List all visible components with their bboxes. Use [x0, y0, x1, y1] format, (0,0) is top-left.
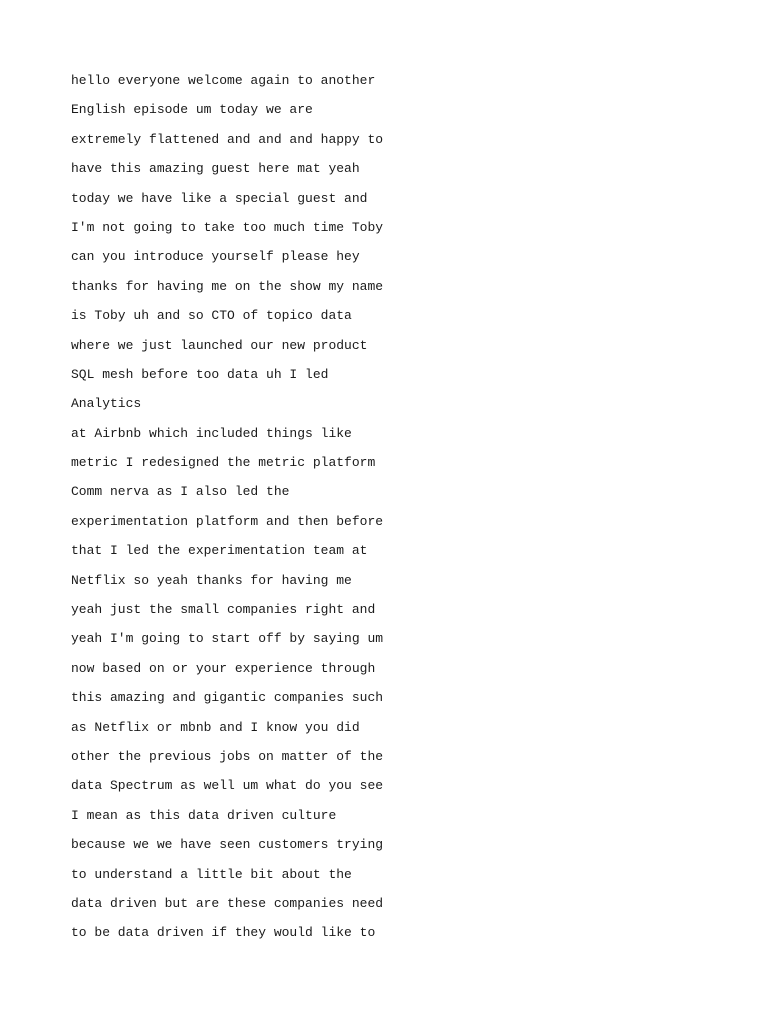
transcript-line: because we we have seen customers trying: [71, 837, 384, 853]
transcript-line: Netflix so yeah thanks for having me: [71, 572, 352, 588]
transcript-line: extremely flattened and and and happy to: [71, 131, 384, 147]
transcript-line: Comm nerva as I also led the: [71, 484, 290, 500]
transcript-line: English episode um today we are: [71, 102, 313, 118]
transcript-text: [71, 66, 711, 948]
transcript-line: at Airbnb which included things like: [71, 425, 352, 441]
transcript-line: have this amazing guest here mat yeah: [71, 161, 360, 177]
transcript-line: metric I redesigned the metric platform: [71, 455, 376, 471]
transcript-line: today we have like a special guest and: [71, 190, 368, 206]
transcript-line: yeah I'm going to start off by saying um: [71, 631, 384, 647]
transcript-line: that I led the experimentation team at: [71, 543, 368, 559]
transcript-line: hello everyone welcome again to another: [71, 73, 376, 88]
transcript-line: is Toby uh and so CTO of topico data: [71, 308, 352, 324]
transcript-line: can you introduce yourself please hey: [71, 249, 360, 265]
transcript-line: this amazing and gigantic companies such: [71, 690, 384, 706]
transcript-line: where we just launched our new product: [71, 337, 368, 353]
transcript-line: thanks for having me on the show my name: [71, 278, 384, 294]
transcript-line: SQL mesh before too data uh I led: [71, 366, 329, 382]
transcript-line: Analytics: [71, 396, 142, 412]
transcript-line: yeah just the small companies right and: [71, 602, 376, 618]
transcript-line: data Spectrum as well um what do you see: [71, 778, 384, 794]
transcript-line: I mean as this data driven culture: [71, 807, 337, 823]
transcript-line: now based on or your experience through: [71, 660, 376, 676]
transcript-line: I'm not going to take too much time Toby: [71, 219, 384, 235]
transcript-line: to understand a little bit about the: [71, 866, 352, 882]
transcript-line: to be data driven if they would like to: [71, 925, 376, 941]
transcript-line: other the previous jobs on matter of the: [71, 748, 384, 764]
transcript-line: experimentation platform and then before: [71, 513, 384, 529]
transcript-line: data driven but are these companies need: [71, 895, 384, 911]
transcript-line: as Netflix or mbnb and I know you did: [71, 719, 360, 735]
